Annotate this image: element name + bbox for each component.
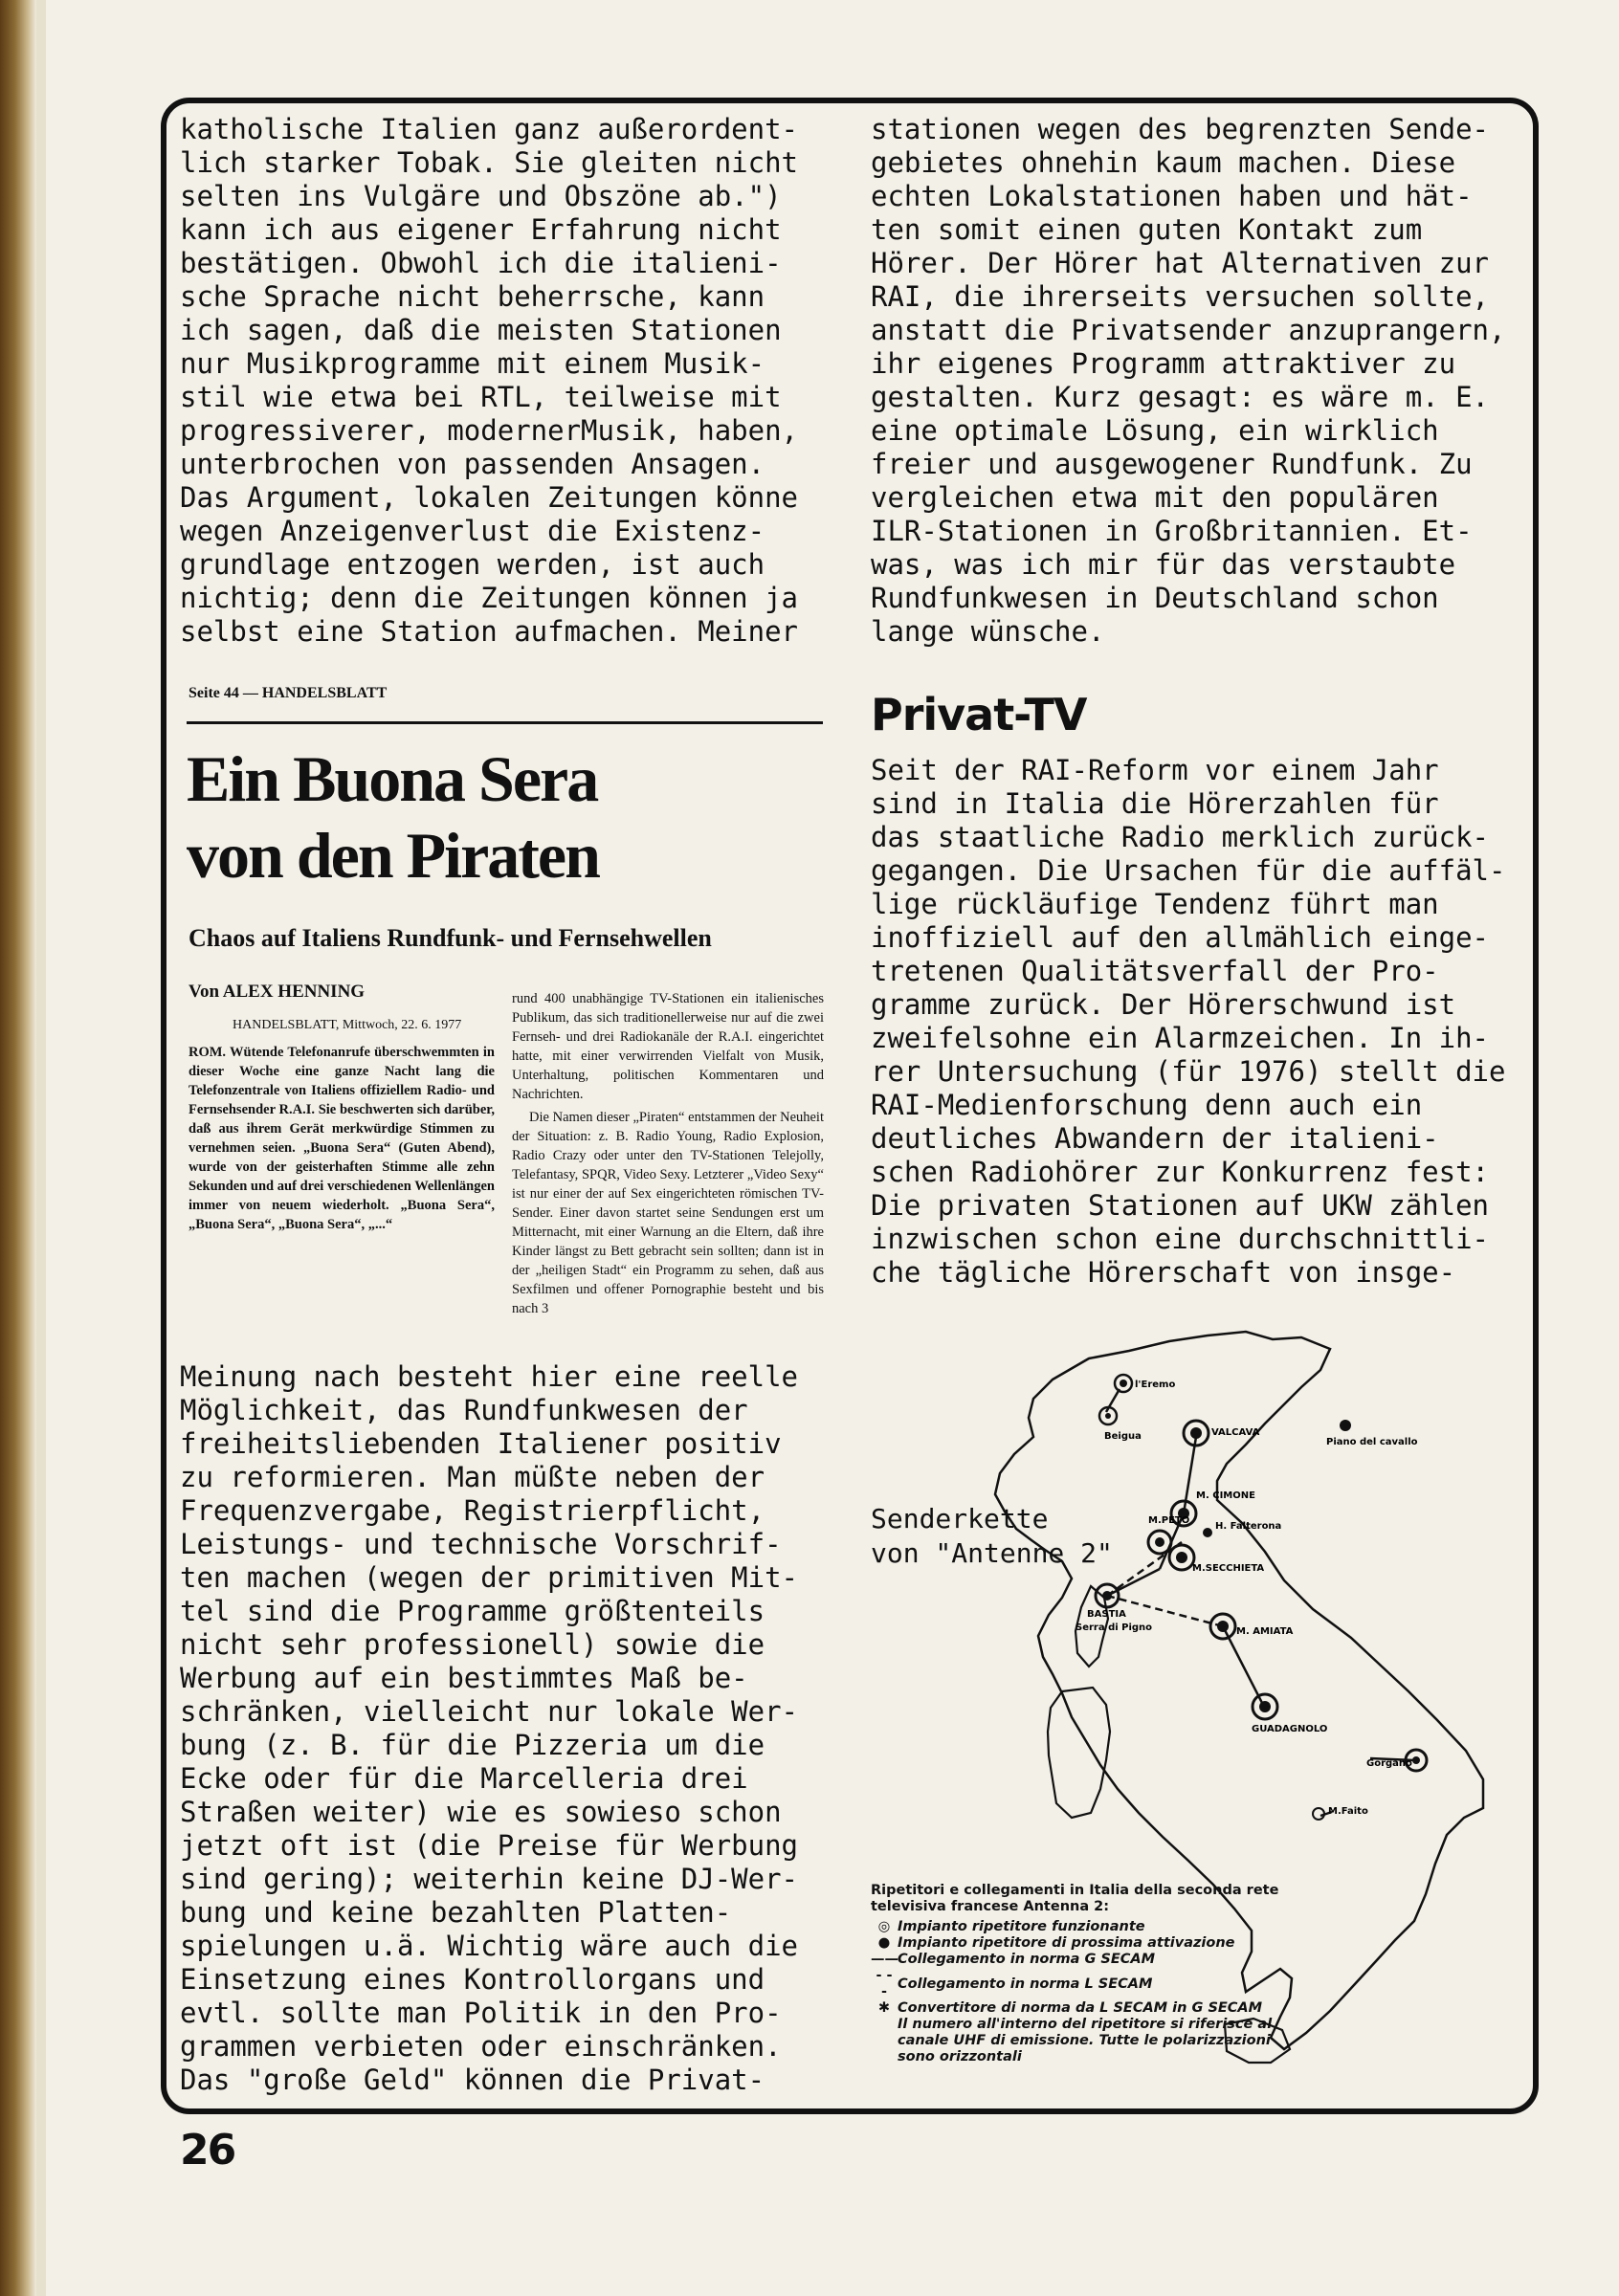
station-marker (1148, 1531, 1171, 1554)
clipping-source-line: Seite 44 — HANDELSBLATT (189, 685, 388, 701)
legend-label: Collegamento in norma L SECAM (898, 1976, 1153, 1992)
legend-symbol: —— (871, 1952, 898, 1967)
right-column-body-text: Seit der RAI-Reform vor einem Jahr sind in Italia die Hörerzahlen für das staatliche Radio merklich zurück- gegangen. Die Ursachen für die auffäl- lige rückläufige Tendenz führt man inoffiziell auf den allmählich einge- tretenen Qualitätsverfall der Pro- gramme zurück. Der Hörerschwund ist zweifelsohne ein Alarmzeichen. In ih- rer Untersuchung (für 1976) stellt die RAI-Medienforschung denn auch ein deutliches Abwandern der italieni- schen Radiohörer zur Konkurrenz fest: Die privaten Stationen auf UKW zählen inzwischen schon eine durchschnittli- che tägliche Hörerschaft von insge- (871, 754, 1506, 1289)
station-marker (1253, 1694, 1277, 1719)
legend-label: Impianto ripetitore di prossima attivazione (898, 1935, 1235, 1951)
right-column-body (871, 754, 1521, 1290)
link-line (1107, 1569, 1160, 1596)
place-label: M.SECCHIETA (1192, 1563, 1265, 1574)
place-label: GUADAGNOLO (1252, 1724, 1328, 1734)
clipping-rule (187, 721, 823, 724)
clipping-paragraph: Die Namen dieser „Piraten“ entstammen der Neuheit der Situation: z. B. Radio Young, Radio Explosion, Radio Crazy oder unter den TV-Stationen Telejolly, Telefantasy, SPQR, Video Sexy. Letzterer „Video Sexy“ ist nur einer der auf Sex eingerichteten römischen TV-Sender. Einer davon startet seine Sendungen erst um Mitternacht, mit einer Warnung an die Eltern, daß ihre Kinder längst zu Bett gebracht sein sollten; dann ist in der „heiligen Stadt“ ein Programm zu sehen, daß aus Sexfilmen und offener Pornographie besteht und bis nach 3 (512, 1110, 824, 1316)
clipping-dateline: HANDELSBLATT, Mittwoch, 22. 6. 1977 (233, 1018, 462, 1032)
place-label: Gorgano (1366, 1758, 1412, 1769)
station-marker (1203, 1528, 1212, 1537)
legend-symbol: ✱ (877, 2000, 891, 2016)
left-column-bottom-text: Meinung nach besteht hier eine reelle Möglichkeit, das Rundfunkwesen der freiheitsliebenden Italiener positiv zu reformieren. Man müßte neben der Frequenzvergabe, Registrierpflicht, Leistungs- und technische Vorschrif- ten machen (wegen der primitiven Mit- tel sind die Programme größtenteils nicht sehr professionell) sowie die Werbung auf ein bestimmtes Maß be- schränken, vielleicht nur lokale Wer- bung (z. B. für die Pizzeria um die Ecke oder für die Marcelleria drei Straßen weiter) wie es sowieso schon jetzt oft ist (die Preise für Werbung sind gering); weiterhin keine DJ-Wer- bung und keine bezahlten Platten- spielungen u.ä. Wichtig wäre auch die Einsetzung eines Kontrollorgans und evtl. sollte man Politik in den Pro- grammen verbieten oder einschränken. Das "große Geld" können die Privat- (180, 1360, 799, 2096)
legend-symbol: - - - (876, 1968, 893, 1999)
place-label: M. AMIATA (1236, 1626, 1294, 1637)
legend-row (871, 1968, 1282, 2000)
map-figure (871, 1311, 1531, 2066)
station-marker (1210, 1614, 1235, 1639)
station-marker (1096, 1584, 1119, 1607)
clipping-subheadline: Chaos auf Italiens Rundfunk- und Fernsehwellen (189, 924, 712, 952)
legend-symbol: ◎ (877, 1919, 891, 1934)
legend-symbol: ● (877, 1935, 891, 1951)
newspaper-clipping (187, 685, 828, 1336)
right-column-top-text: stationen wegen des begrenzten Sende- gebietes ohnehin kaum machen. Diese echten Lokalstationen haben und hät- ten somit einen guten Kontakt zum Hörer. Der Hörer hat Alternativen zur RAI, die ihrerseits versuchen sollte, anstatt die Privatsender anzuprangern, ihr eigenes Programm attraktiver zu gestalten. Kurz gesagt: es wäre m. E. eine optimale Lösung, ein wirklich freier und ausgewogener Rundfunk. Zu vergleichen etwa mit den populären ILR-Stationen in Großbritannien. Et- was, was ich mir für das verstaubte Rundfunkwesen in Deutschland schon lange wünsche. (871, 113, 1506, 648)
sardinia-outline (1048, 1688, 1110, 1818)
legend-label: Impianto ripetitore funzionante (898, 1919, 1145, 1934)
legend-note: Il numero all'interno del ripetitore si riferisce al canale UHF di emissione. Tutte le polarizzazioni sono orizzontali (898, 2017, 1273, 2064)
map-caption: Senderkette von "Antenne 2" (871, 1503, 1113, 1569)
place-label: M. CIMONE (1196, 1490, 1255, 1501)
right-column-top (871, 113, 1521, 649)
page-edge (36, 0, 46, 2296)
clipping-byline: Von ALEX HENNING (189, 982, 366, 1002)
place-label: M.Faito (1328, 1806, 1368, 1817)
station-marker (1169, 1545, 1194, 1570)
section-heading: Privat-TV (871, 689, 1087, 740)
legend-label: Collegamento in norma G SECAM (898, 1952, 1156, 1967)
clipping-paragraph: rund 400 unabhängige TV-Stationen ein italienisches Publikum, das sich traditionellerweise nur auf die zwei Fernseh- und drei Radiokanäle der R.A.I. eingerichtet hatte, mit einer verwirrenden Vielfalt von Musik, Unterhaltung, politischen Kommentaren und Nachrichten. (512, 991, 824, 1102)
place-label: Serra di Pigno (1076, 1623, 1153, 1633)
legend-title: Ripetitori e collegamenti in Italia della seconda rete televisiva francese Antenna 2: (871, 1883, 1279, 1914)
place-label: VALCAVA (1211, 1427, 1260, 1438)
left-column-top (180, 113, 831, 649)
place-label: BASTIA (1087, 1609, 1126, 1620)
clipping-column-2 (512, 989, 824, 1322)
page-number: 26 (180, 2126, 235, 2175)
clipping-headline: Ein Buona Sera von den Piraten (187, 742, 599, 892)
place-label: l'Eremo (1135, 1380, 1176, 1390)
book-binding (0, 0, 36, 2296)
station-marker (1115, 1375, 1132, 1392)
clipping-column-1: ROM. Wütende Telefonanrufe überschwemmten in dieser Woche eine ganze Nacht lang die Telefonzentrale von Italiens offiziellem Radio- und Fernsehsender R.A.I. Sie beschwerten sich darüber, daß aus ihrem Gerät merkwürdige Stimmen zu vernehmen seien. „Buona Sera“ (Guten Abend), wurde von der geisterhaften Stimme alle zehn Sekunden und auf drei verschiedenen Wellenlängen immer von neuem wiederholt. „Buona Sera“, „Buona Sera“, „Buona Sera“, „...“ (189, 1045, 495, 1232)
place-label: Piano del cavallo (1326, 1437, 1418, 1447)
legend-row (871, 2000, 1282, 2017)
legend-row (871, 1935, 1282, 1952)
place-label: H. Falterona (1215, 1521, 1282, 1532)
place-label: M.PETO (1148, 1515, 1190, 1526)
place-label: Beigua (1104, 1431, 1142, 1442)
station-marker (1340, 1420, 1351, 1431)
legend-row (871, 1919, 1282, 1935)
map-legend (871, 1883, 1282, 2065)
legend-label: Convertitore di norma da L SECAM in G SECAM (898, 2000, 1263, 2016)
left-column-top-text: katholische Italien ganz außerordent- lich starker Tobak. Sie gleiten nicht selten ins Vulgäre und Obszöne ab.") kann ich aus eigener Erfahrung nicht bestätigen. Obwohl ich die italieni- sche Sprache nicht beherrsche, kann ich sagen, daß die meisten Stationen nur Musikprogramme mit einem Musik- stil wie etwa bei RTL, teilweise mit progressiverer, modernerMusik, haben, unterbrochen von passenden Ansagen. Das Argument, lokalen Zeitungen könne wegen Anzeigenverlust die Existenz- grundlage entzogen werden, ist auch nichtig; denn die Zeitungen können ja selbst eine Station aufmachen. Meiner (180, 113, 799, 648)
left-column-bottom (180, 1360, 831, 2097)
legend-row (871, 1952, 1282, 1968)
